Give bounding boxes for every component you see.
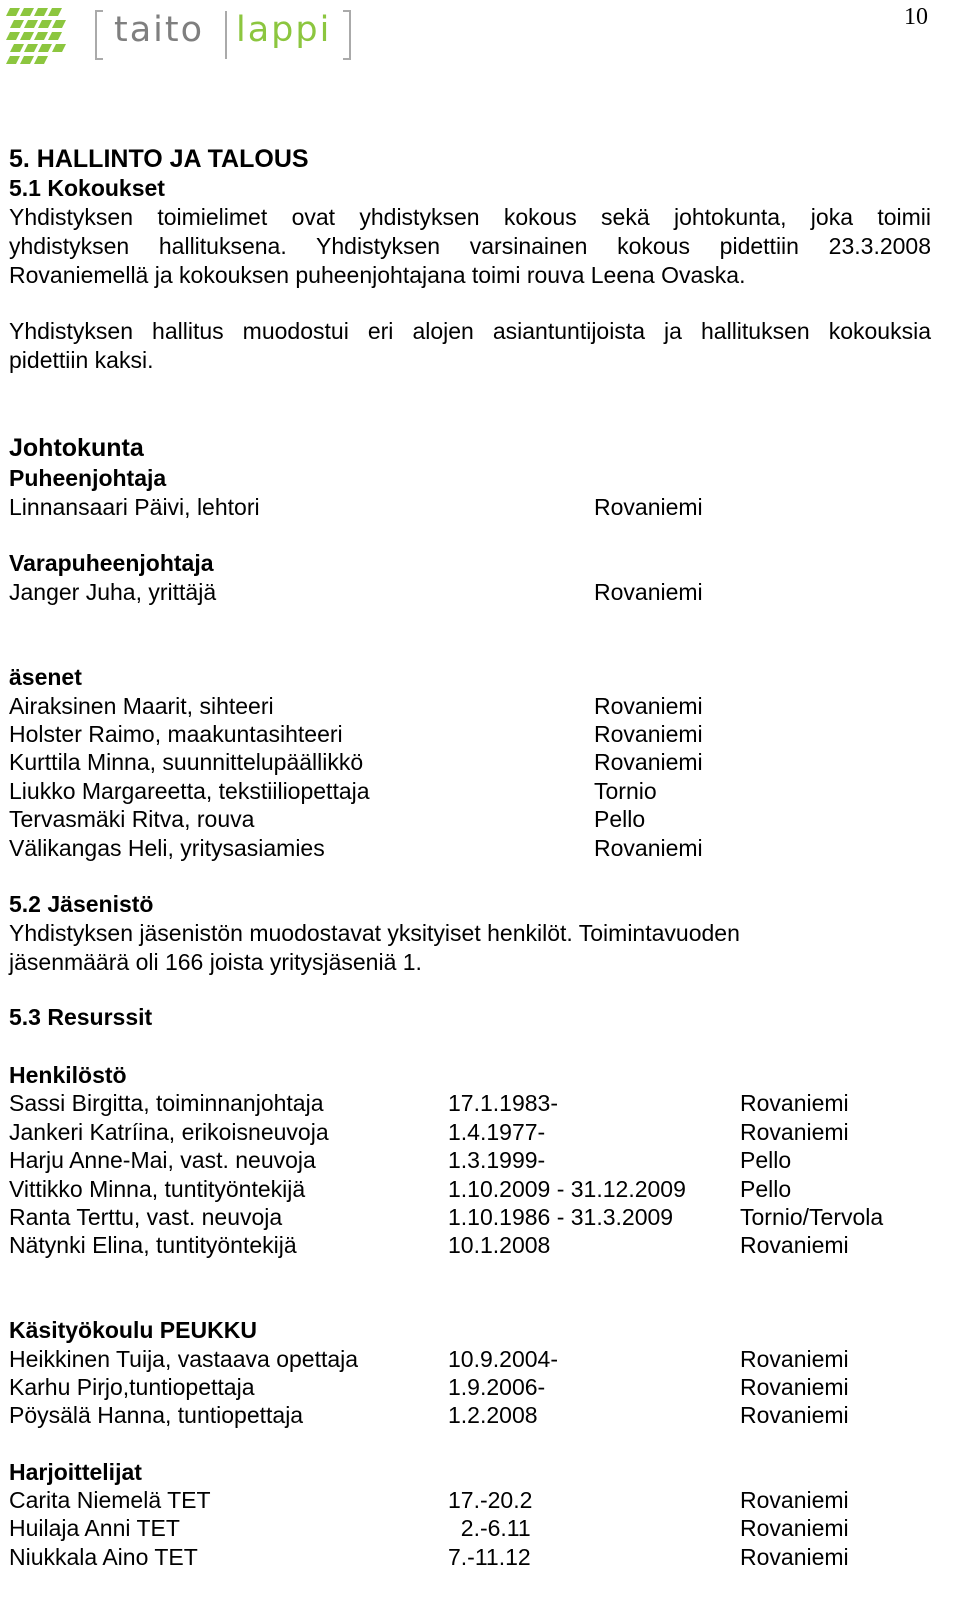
staff-name: Vittikko Minna, tuntityöntekijä <box>9 1176 306 1202</box>
trainee-date: 7.-11.12 <box>448 1544 531 1570</box>
paragraph-line: Yhdistyksen toimielimet ovat yhdistyksen kokous sekä johtokunta, joka toimii <box>9 204 931 230</box>
school-date: 10.9.2004- <box>448 1346 558 1372</box>
logo-word-taito: taito <box>114 10 205 50</box>
member-place: Pello <box>594 806 646 832</box>
school-place: Rovaniemi <box>740 1402 849 1428</box>
staff-place: Pello <box>740 1147 792 1173</box>
paragraph-line: pidettiin kaksi. <box>9 347 154 373</box>
section-5-1-title: 5.1 Kokoukset <box>9 175 165 201</box>
trainee-date: 2.-6.11 <box>448 1515 531 1541</box>
staff-date: 10.1.2008 <box>448 1232 551 1258</box>
member-name: Kurttila Minna, suunnittelupäällikkö <box>9 749 364 775</box>
staff-date: 1.3.1999- <box>448 1147 546 1173</box>
trainee-place: Rovaniemi <box>740 1515 849 1541</box>
paragraph-line: Rovaniemellä ja kokouksen puheenjohtajana toimi rouva Leena Ovaska. <box>9 262 746 288</box>
trainees-heading: Harjoittelijat <box>9 1459 142 1485</box>
vice-chair-place: Rovaniemi <box>594 579 703 605</box>
section-5-2-title: 5.2 Jäsenistö <box>9 891 154 917</box>
taito-lappi-logo <box>6 2 366 68</box>
school-name: Pöysälä Hanna, tuntiopettaja <box>9 1402 304 1428</box>
member-place: Tornio <box>594 778 657 804</box>
paragraph-line: Yhdistyksen hallitus muodostui eri alojen asiantuntijoista ja hallituksen kokouksia <box>9 318 931 344</box>
chair-heading: Puheenjohtaja <box>9 465 167 491</box>
trainee-place: Rovaniemi <box>740 1544 849 1570</box>
trainee-place: Rovaniemi <box>740 1487 849 1513</box>
staff-date: 17.1.1983- <box>448 1090 558 1116</box>
logo-divider-icon <box>224 10 228 60</box>
logo-mark-icon <box>6 2 76 68</box>
paragraph-line: jäsenmäärä oli 166 joista yritysjäseniä 1. <box>9 949 422 975</box>
school-date: 1.2.2008 <box>448 1402 538 1428</box>
member-name: Välikangas Heli, yritysasiamies <box>9 835 325 861</box>
logo-bracket-right-icon <box>342 10 352 60</box>
school-name: Heikkinen Tuija, vastaava opettaja <box>9 1346 359 1372</box>
paragraph-line: yhdistyksen hallituksena. Yhdistyksen varsinainen kokous pidettiin 23.3.2008 <box>9 233 931 259</box>
board-title: Johtokunta <box>9 434 144 462</box>
trainee-date: 17.-20.2 <box>448 1487 533 1513</box>
member-name: Holster Raimo, maakuntasihteeri <box>9 721 343 747</box>
staff-date: 1.10.2009 - 31.12.2009 <box>448 1176 686 1202</box>
school-date: 1.9.2006- <box>448 1374 546 1400</box>
member-place: Rovaniemi <box>594 835 703 861</box>
staff-name: Nätynki Elina, tuntityöntekijä <box>9 1232 297 1258</box>
staff-name: Jankeri Katríina, erikoisneuvoja <box>9 1119 329 1145</box>
member-name: Airaksinen Maarit, sihteeri <box>9 693 274 719</box>
staff-heading: Henkilöstö <box>9 1062 127 1088</box>
member-place: Rovaniemi <box>594 721 703 747</box>
staff-date: 1.10.1986 - 31.3.2009 <box>448 1204 674 1230</box>
school-place: Rovaniemi <box>740 1346 849 1372</box>
staff-place: Tornio/Tervola <box>740 1204 884 1230</box>
page-number: 10 <box>904 4 928 30</box>
chapter-heading: 5. HALLINTO JA TALOUS <box>9 145 309 173</box>
staff-date: 1.4.1977- <box>448 1119 546 1145</box>
logo-bracket-left-icon <box>94 10 104 60</box>
chair-place: Rovaniemi <box>594 494 703 520</box>
staff-place: Rovaniemi <box>740 1090 849 1116</box>
section-5-3-title: 5.3 Resurssit <box>9 1004 153 1030</box>
school-name: Karhu Pirjo,tuntiopettaja <box>9 1374 255 1400</box>
staff-name: Ranta Terttu, vast. neuvoja <box>9 1204 283 1230</box>
staff-place: Rovaniemi <box>740 1119 849 1145</box>
vice-chair-name: Janger Juha, yrittäjä <box>9 579 217 605</box>
member-place: Rovaniemi <box>594 749 703 775</box>
chair-name: Linnansaari Päivi, lehtori <box>9 494 260 520</box>
members-heading: äsenet <box>9 664 82 690</box>
trainee-name: Carita Niemelä TET <box>9 1487 211 1513</box>
staff-name: Sassi Birgitta, toiminnanjohtaja <box>9 1090 324 1116</box>
member-name: Liukko Margareetta, tekstiiliopettaja <box>9 778 370 804</box>
paragraph-line: Yhdistyksen jäsenistön muodostavat yksityiset henkilöt. Toimintavuoden <box>9 920 740 946</box>
trainee-name: Huilaja Anni TET <box>9 1515 180 1541</box>
staff-place: Pello <box>740 1176 792 1202</box>
vice-chair-heading: Varapuheenjohtaja <box>9 550 214 576</box>
member-name: Tervasmäki Ritva, rouva <box>9 806 255 832</box>
staff-name: Harju Anne-Mai, vast. neuvoja <box>9 1147 316 1173</box>
staff-place: Rovaniemi <box>740 1232 849 1258</box>
trainee-name: Niukkala Aino TET <box>9 1544 198 1570</box>
school-place: Rovaniemi <box>740 1374 849 1400</box>
member-place: Rovaniemi <box>594 693 703 719</box>
logo-word-lappi: lappi <box>236 10 332 50</box>
school-heading: Käsityökoulu PEUKKU <box>9 1317 257 1343</box>
